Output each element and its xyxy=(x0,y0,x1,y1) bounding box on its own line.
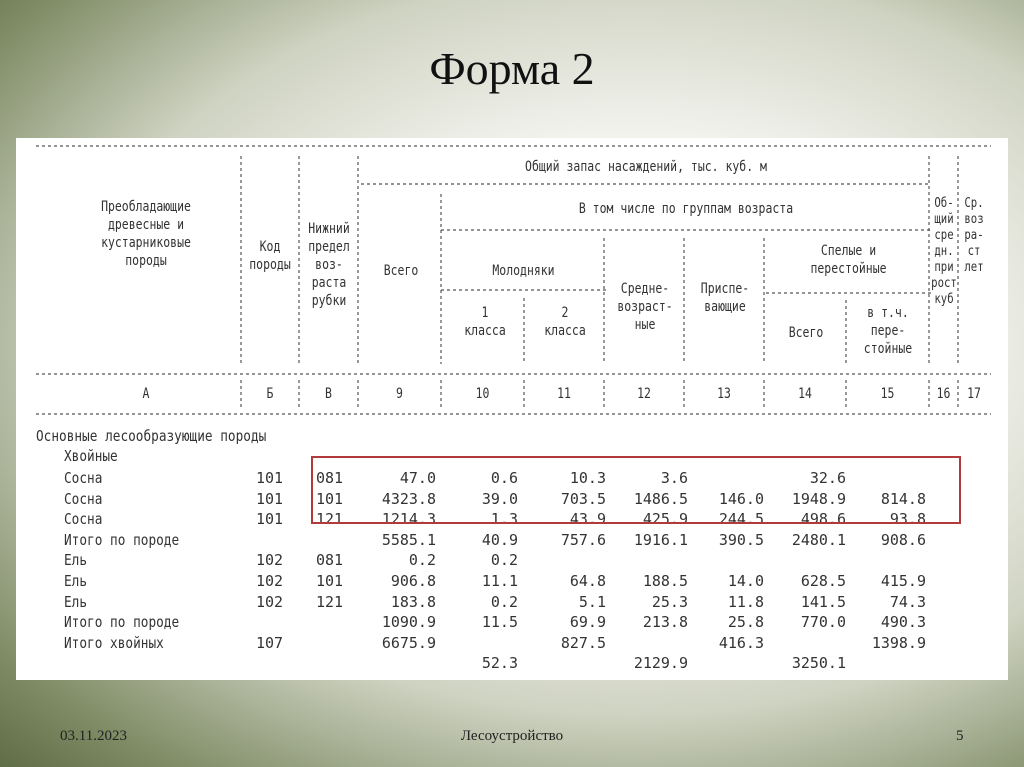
row-code: 102 xyxy=(256,572,284,590)
header-incl-groups: В том числе по группам возраста xyxy=(578,201,794,217)
row-age-limit: 101 xyxy=(316,572,344,590)
row-value-c14: 498.6 xyxy=(800,510,846,529)
colnum-11: 11 xyxy=(557,386,571,402)
row-value-c15: 908.6 xyxy=(880,530,926,549)
subsection-label: Хвойные xyxy=(64,447,118,465)
row-value-c10: 40.9 xyxy=(481,530,518,549)
row-value-c13: 146.0 xyxy=(718,489,764,508)
colnum-b: Б xyxy=(266,386,274,402)
row-value-c10: 39.0 xyxy=(481,489,518,508)
row-value-c12: 213.8 xyxy=(642,613,688,632)
header-code: Код породы xyxy=(249,239,291,273)
row-value-c15: 490.3 xyxy=(880,613,926,632)
header-avg-age: Ср. воз ра- ст лет xyxy=(964,196,984,275)
header-total-stock: Общий запас насаждений, тыс. куб. м xyxy=(525,159,767,175)
row-value-c9: 5585.1 xyxy=(381,530,436,549)
row-code: 101 xyxy=(256,469,284,487)
row-value-c15: 93.8 xyxy=(889,510,926,529)
row-value-c9: 4323.8 xyxy=(381,489,436,508)
header-class2: 2 класса xyxy=(544,305,586,339)
row-value-c11: 43.9 xyxy=(569,510,606,529)
row-species-name: Итого хвойных xyxy=(64,633,164,652)
row-value-c11: 5.1 xyxy=(578,592,606,611)
row-value-c9: 1214.3 xyxy=(381,510,436,529)
row-value-c10: 0.2 xyxy=(490,592,518,611)
row-value-c9: 906.8 xyxy=(390,572,436,590)
row-value-c11: 69.9 xyxy=(569,613,606,632)
row-age-limit: 081 xyxy=(316,551,344,570)
header-all: Всего xyxy=(383,263,419,279)
colnum-15: 15 xyxy=(880,386,895,402)
header-age-limit: Нижний предел воз- раста рубки xyxy=(308,221,350,309)
row-value-c12: 25.3 xyxy=(651,592,688,611)
colnum-10: 10 xyxy=(475,386,490,402)
row-species-name: Сосна xyxy=(64,469,103,487)
row-value-c14: 141.5 xyxy=(800,592,846,611)
colnum-12: 12 xyxy=(637,386,651,402)
header-class1: 1 класса xyxy=(464,305,506,339)
row-value-c9: 47.0 xyxy=(399,469,436,487)
row-value-c15: 1398.9 xyxy=(871,633,926,652)
row-value-c10: 0.2 xyxy=(490,551,518,570)
row-age-limit: 121 xyxy=(316,592,344,611)
colnum-17: 17 xyxy=(967,386,981,402)
row-value-c10: 0.6 xyxy=(490,469,518,487)
row-value-c11: 757.6 xyxy=(560,530,606,549)
row-value-c9: 1090.9 xyxy=(381,613,436,632)
header-overmature: в т.ч. пере- стойные xyxy=(863,305,913,357)
row-species-name: Сосна xyxy=(64,489,103,508)
row-value-c11: 827.5 xyxy=(560,633,606,652)
row-code: 101 xyxy=(256,489,284,508)
footer-date: 03.11.2023 xyxy=(60,728,127,744)
row-value-c11: 64.8 xyxy=(569,572,606,590)
row-value-c13: 416.3 xyxy=(718,633,764,652)
row-species-name: Итого по породе xyxy=(64,530,180,549)
row-species-name: Ель xyxy=(64,592,88,611)
form-table-scan xyxy=(16,138,1008,680)
colnum-v: В xyxy=(325,386,332,402)
row-value-c13: 390.5 xyxy=(718,530,764,549)
row-value-c10: 1.3 xyxy=(490,510,518,529)
row-age-limit: 081 xyxy=(316,469,344,487)
row-value-c14: 770.0 xyxy=(800,613,846,632)
row-species-name: Итого по породе xyxy=(64,613,180,632)
row-value-c12: 1916.1 xyxy=(633,530,688,549)
colnum-a: А xyxy=(142,386,150,402)
row-value-c15: 74.3 xyxy=(889,592,926,611)
row-value-c13: 25.8 xyxy=(727,613,764,632)
row-code: 102 xyxy=(256,551,284,570)
row-code: 107 xyxy=(256,633,284,652)
row-value-c14: 2480.1 xyxy=(791,530,846,549)
row-value-c14: 3250.1 xyxy=(791,654,846,673)
row-value-c9: 6675.9 xyxy=(381,633,436,652)
header-middle: Средне- возраст- ные xyxy=(617,281,673,333)
row-species-name: Сосна xyxy=(64,510,103,529)
row-value-c13: 11.8 xyxy=(727,592,764,611)
header-mature-all: Всего xyxy=(788,325,824,341)
row-value-c10: 52.3 xyxy=(481,654,518,673)
row-value-c12: 188.5 xyxy=(642,572,688,590)
row-value-c9: 183.8 xyxy=(390,592,436,611)
row-value-c15: 415.9 xyxy=(880,572,926,590)
row-value-c12: 3.6 xyxy=(660,469,688,487)
row-value-c15: 814.8 xyxy=(880,489,926,508)
highlight-box xyxy=(311,456,961,524)
row-value-c14: 628.5 xyxy=(800,572,846,590)
row-value-c12: 425.9 xyxy=(642,510,688,529)
row-species-name: Ель xyxy=(64,551,88,570)
row-value-c9: 0.2 xyxy=(408,551,436,570)
header-young: Молодняки xyxy=(492,263,555,279)
row-species-name: Ель xyxy=(64,572,88,590)
row-value-c14: 32.6 xyxy=(809,469,846,487)
header-species: Преобладающие древесные и кустарниковые породы xyxy=(101,199,191,269)
row-code: 102 xyxy=(256,592,284,611)
colnum-14: 14 xyxy=(798,386,812,402)
colnum-9: 9 xyxy=(396,386,403,402)
section-label: Основные лесообразующие породы xyxy=(36,427,267,445)
row-value-c14: 1948.9 xyxy=(791,489,846,508)
row-code: 101 xyxy=(256,510,284,529)
row-age-limit: 121 xyxy=(316,510,344,529)
slide-title: Форма 2 xyxy=(429,43,595,94)
header-maturing: Приспе- вающие xyxy=(700,281,750,315)
header-mature: Спелые и перестойные xyxy=(810,243,887,277)
row-value-c13: 14.0 xyxy=(727,572,764,590)
row-value-c12: 2129.9 xyxy=(633,654,688,673)
row-value-c10: 11.1 xyxy=(481,572,518,590)
row-value-c12: 1486.5 xyxy=(633,489,688,508)
row-age-limit: 101 xyxy=(316,489,344,508)
row-value-c11: 10.3 xyxy=(569,469,606,487)
colnum-13: 13 xyxy=(717,386,731,402)
header-increment: Об- щий сре дн. при рост куб xyxy=(931,196,957,307)
footer-page-number: 5 xyxy=(956,728,964,744)
colnum-16: 16 xyxy=(936,386,951,402)
row-value-c13: 244.5 xyxy=(718,510,764,529)
footer-center: Лесоустройство xyxy=(460,728,564,744)
row-value-c11: 703.5 xyxy=(560,489,606,508)
row-value-c10: 11.5 xyxy=(481,613,518,632)
